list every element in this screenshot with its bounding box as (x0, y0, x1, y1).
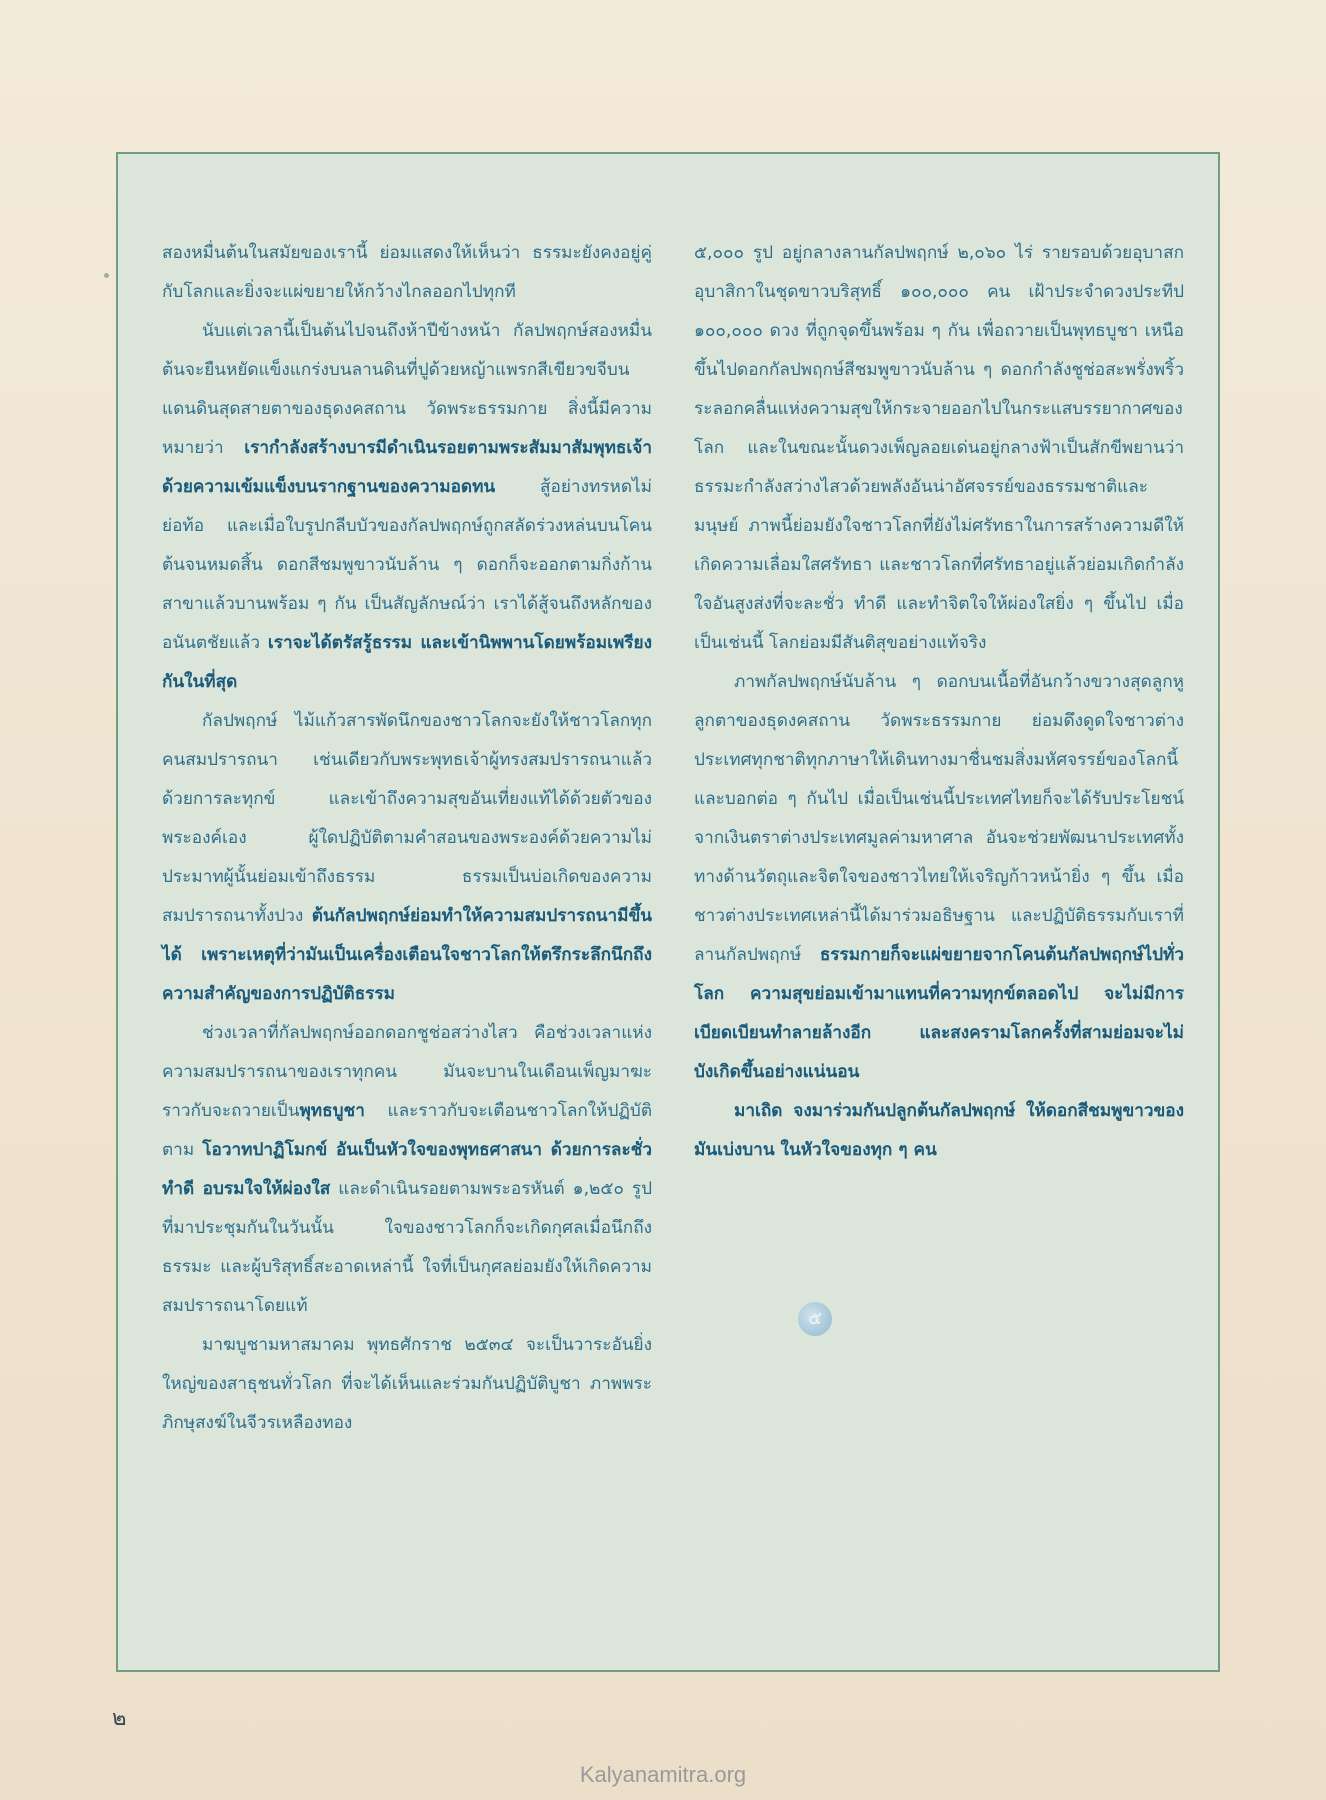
text-run: กัลปพฤกษ์ ไม้แก้วสารพัดนึกของชาวโลกจะยังให้ชาวโลกทุกคนสมปรารถนา เช่นเดียวกับพระพุทธเจ้าผู้ทรงสมปรารถนาแล้ว ด้วยการละทุกข์ และเข้าถึงความสุขอันเที่ยงแท้ได้ด้วยตัวของพระองค์เอง ผู้ใดปฏิบัติตามคำสอนของพระองค์ด้วยความไม่ประมาทผู้นั้นย่อมเข้าถึงธรรม ธรรมเป็นบ่อเกิดของความสมปรารถนาทั้งปวง (162, 711, 652, 926)
speck (104, 273, 109, 278)
text-run: และดำเนินรอยตามพระอรหันต์ ๑,๒๕๐ รูป ที่มาประชุมกันในวันนั้น ใจของชาวโลกก็จะเกิดกุศลเมื่อนึกถึงธรรมะ และผู้บริสุทธิ์สะอาดเหล่านี้ ใจที่เป็นกุศลย่อมยังให้เกิดความสมปรารถนาโดยแท้ (162, 1179, 652, 1316)
text-run: มาฆบูชามหาสมาคม พุทธศักราช ๒๕๓๔ จะเป็นวาระอันยิ่งใหญ่ของสาธุชนทั่วโลก ที่จะได้เห็นและร่วมกันปฏิบัติบูชา ภาพพระภิกษุสงฆ์ในจีวรเหลืองทอง (162, 1335, 652, 1433)
paragraph (694, 663, 1184, 1092)
bold-text: ต้นกัลปพฤกษ์ย่อมทำให้ความสมปรารถนามีขึ้นได้ เพราะเหตุที่ว่ามันเป็นเครื่องเตือนใจชาวโลกให้ตรึกระลึกนึกถึงความสำคัญของการปฏิบัติธรรม (162, 906, 652, 1004)
bold-text: ธรรมกายก็จะแผ่ขยายจากโคนต้นกัลปพฤกษ์ไปทั่วโลก ความสุขย่อมเข้ามาแทนที่ความทุกข์ตลอดไป จะไม่มีการเบียดเบียนทำลายล้างอีก และสงครามโลกครั้งที่สามย่อมจะไม่บังเกิดขึ้นอย่างแน่นอน (694, 945, 1184, 1082)
text-run: สองหมื่นต้นในสมัยของเรานี้ ย่อมแสดงให้เห็นว่า ธรรมะยังคงอยู่คู่กับโลกและยิ่งจะแผ่ขยายให้กว้างไกลออกไปทุกที (162, 243, 652, 302)
left-column (162, 234, 652, 1443)
paragraph (694, 1092, 1184, 1170)
text-run: และราวกับจะเตือนชาวโลกให้ปฏิบัติตาม (162, 1101, 652, 1160)
watermark: Kalyanamitra.org (579, 1762, 747, 1787)
bold-text: เรากำลังสร้างบารมีดำเนินรอยตามพระสัมมาสัมพุทธเจ้า ด้วยความเข้มแข็งบนรากฐานของความอดทน (162, 438, 652, 497)
paragraph (162, 312, 652, 702)
bold-text: เราจะได้ตรัสรู้ธรรม และเข้านิพพานโดยพร้อมเพรียงกันในที่สุด (162, 633, 652, 692)
text-run: สู้อย่างทรหดไม่ย่อท้อ และเมื่อใบรูปกลีบบัวของกัลปพฤกษ์ถูกสลัดร่วงหล่นบนโคนต้นจนหมดสิ้น ดอกสีชมพูขาวนับล้าน ๆ ดอกก็จะออกตามกิ่งก้านสาขาแล้วบานพร้อม ๆ กัน เป็นสัญลักษณ์ว่า เราได้สู้จนถึงหลักของอนันตชัยแล้ว (162, 477, 652, 653)
text-run: ๕,๐๐๐ รูป อยู่กลางลานกัลปพฤกษ์ ๒,๐๖๐ ไร่ รายรอบด้วยอุบาสก อุบาสิกาในชุดขาวบริสุทธิ์ ๑๐๐,๐๐๐ คน เฝ้าประจำดวงประทีป ๑๐๐,๐๐๐ ดวง ที่ถูกจุดขึ้นพร้อม ๆ กัน เพื่อถวายเป็นพุทธบูชา เหนือขึ้นไปดอกกัลปพฤกษ์สีชมพูขาวนับล้าน ๆ ดอกกำลังชูช่อสะพรั่งพริ้วระลอกคลื่นแห่งความสุขให้กระจายออกไปในกระแสบรรยากาศของโลก และในขณะนั้นดวงเพ็ญลอยเด่นอยู่กลางฟ้าเป็นสักขีพยานว่า ธรรมะกำลังสว่างไสวด้วยพลังอันน่าอัศจรรย์ของธรรมชาติและมนุษย์ ภาพนี้ย่อมยังใจชาวโลกที่ยังไม่ศรัทธาในการสร้างความดีให้เกิดความเลื่อมใสศรัทธา และชาวโลกที่ศรัทธาอยู่แล้วย่อมเกิดกำลังใจอันสูงส่งที่จะละชั่ว ทำดี และทำจิตใจให้ผ่องใสยิ่ง ๆ ขึ้นไป เมื่อเป็นเช่นนี้ โลกย่อมมีสันติสุขอย่างแท้จริง (694, 243, 1184, 653)
paragraph (162, 702, 652, 1014)
text-panel (116, 152, 1220, 1672)
text-run: ภาพกัลปพฤกษ์นับล้าน ๆ ดอกบนเนื้อที่อันกว้างขวางสุดลูกหูลูกตาของธุดงคสถาน วัดพระธรรมกาย ย่อมดึงดูดใจชาวต่างประเทศทุกชาติทุกภาษาให้เดินทางมาชื่นชมสิ่งมหัศจรรย์ของโลกนี้และบอกต่อ ๆ กันไป เมื่อเป็นเช่นนี้ประเทศไทยก็จะได้รับประโยชน์จากเงินตราต่างประเทศมูลค่ามหาศาล อันจะช่วยพัฒนาประเทศทั้งทางด้านวัตถุและจิตใจของชาวไทยให้เจริญก้าวหน้ายิ่ง ๆ ขึ้น เมื่อชาวต่างประเทศเหล่านี้ได้มาร่วมอธิษฐาน และปฏิบัติธรรมกับเราที่ลานกัลปพฤกษ์ (694, 672, 1184, 965)
bold-text: พุทธบูชา (299, 1101, 365, 1121)
page-number: ๒ (112, 1706, 127, 1731)
paragraph (162, 1326, 652, 1443)
paragraph (162, 1014, 652, 1326)
dharma-wheel-icon: ๕ (798, 1302, 832, 1336)
paragraph (694, 234, 1184, 663)
text-run: ช่วงเวลาที่กัลปพฤกษ์ออกดอกชูช่อสว่างไสว คือช่วงเวลาแห่งความสมปรารถนาของเราทุกคน มันจะบานในเดือนเพ็ญมาฆะราวกับจะถวายเป็น (162, 1023, 652, 1121)
bold-text: มาเถิด จงมาร่วมกันปลูกต้นกัลปพฤกษ์ ให้ดอกสีชมพูขาวของมันเบ่งบาน ในหัวใจของทุก ๆ คน (694, 1101, 1184, 1160)
paragraph (162, 234, 652, 312)
text-run: นับแต่เวลานี้เป็นต้นไปจนถึงห้าปีข้างหน้า กัลปพฤกษ์สองหมื่นต้นจะยืนหยัดแข็งแกร่งบนลานดินที่ปูด้วยหญ้าแพรกสีเขียวขจีบนแดนดินสุดสายตาของธุดงคสถาน วัดพระธรรมกาย สิ่งนี้มีความหมายว่า (162, 321, 652, 458)
bold-text: โอวาทปาฏิโมกข์ อันเป็นหัวใจของพุทธศาสนา ด้วยการละชั่ว ทำดี อบรมใจให้ผ่องใส (162, 1140, 653, 1199)
right-column (694, 234, 1184, 1170)
